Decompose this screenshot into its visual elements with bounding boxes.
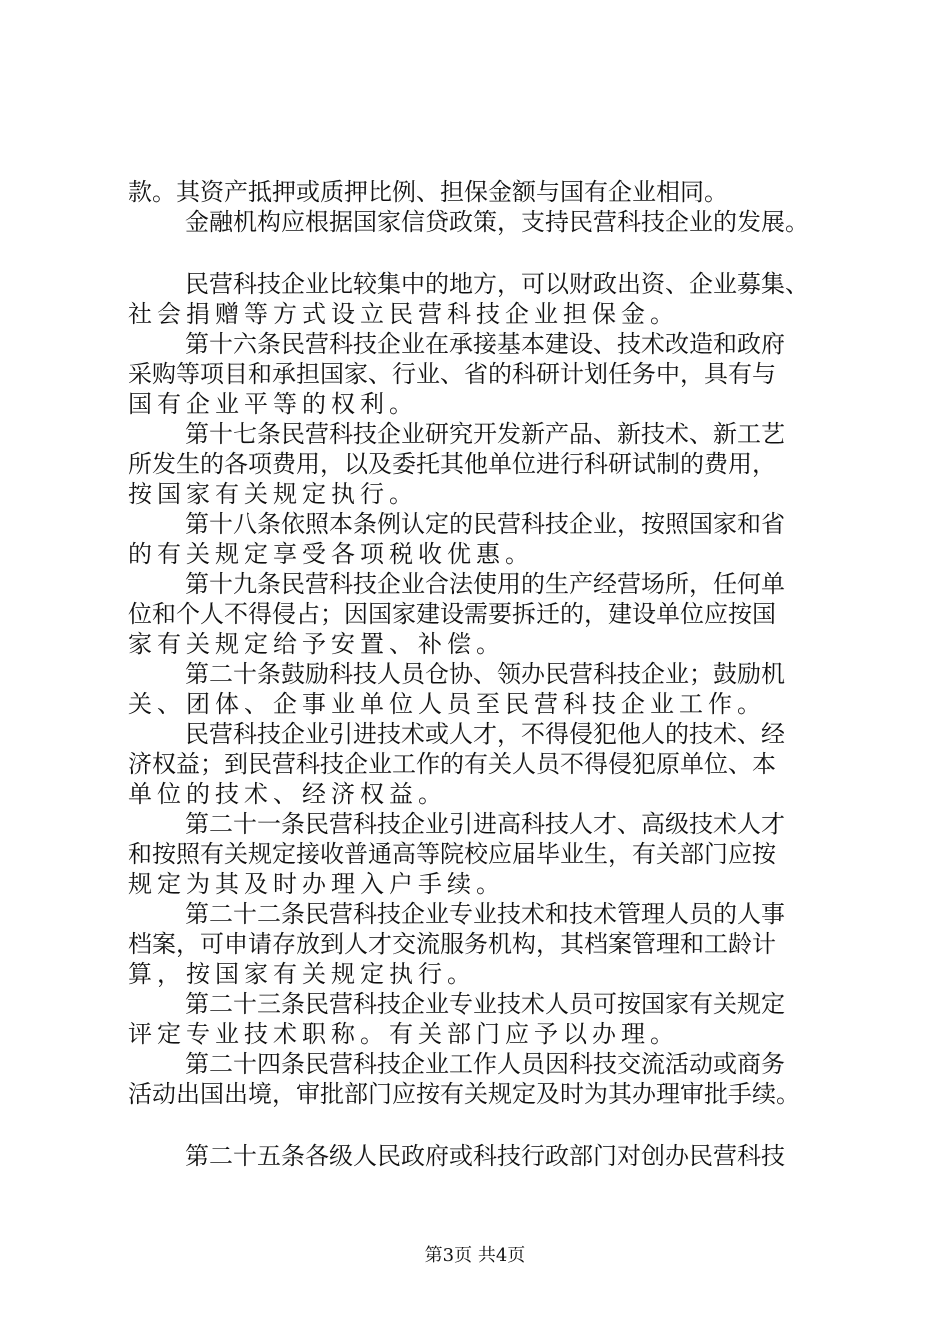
text-line: 关、团体、企事业单位人员至民营科技企业工作。 (128, 690, 766, 718)
text-line: 第二十一条民营科技企业引进高科技人才、高级技术人才 (185, 810, 785, 838)
text-line: 民营科技企业比较集中的地方，可以财政出资、企业募集、 (185, 270, 809, 298)
text-line: 档案，可申请存放到人才交流服务机构，其档案管理和工龄计 (128, 930, 776, 958)
text-line: 社会捐赠等方式设立民营科技企业担保金。 (128, 300, 679, 328)
text-line: 国有企业平等的权利。 (128, 390, 418, 418)
text-line: 第十八条依照本条例认定的民营科技企业，按照国家和省 (185, 510, 785, 538)
text-line: 按国家有关规定执行。 (128, 480, 418, 508)
text-line: 第二十四条民营科技企业工作人员因科技交流活动或商务 (185, 1050, 785, 1078)
text-line: 第二十条鼓励科技人员仓协、领办民营科技企业；鼓励机 (185, 660, 785, 688)
text-line: 和按照有关规定接收普通高等院校应届毕业生，有关部门应按 (128, 840, 776, 868)
text-line: 第十七条民营科技企业研究开发新产品、新技术、新工艺 (185, 420, 785, 448)
text-line: 第十六条民营科技企业在承接基本建设、技术改造和政府 (185, 330, 785, 358)
text-line: 采购等项目和承担国家、行业、省的科研计划任务中，具有与 (128, 360, 776, 388)
page-footer: 第3页 共4页 (424, 1245, 526, 1266)
text-line: 的有关规定享受各项税收优惠。 (128, 540, 534, 568)
text-line: 第二十二条民营科技企业专业技术和技术管理人员的人事 (185, 900, 785, 928)
text-line: 位和个人不得侵占；因国家建设需要拆迁的，建设单位应按国 (128, 600, 776, 628)
text-line: 第十九条民营科技企业合法使用的生产经营场所，任何单 (185, 570, 785, 598)
text-line: 家有关规定给予安置、补偿。 (128, 630, 505, 658)
text-line: 金融机构应根据国家信贷政策，支持民营科技企业的发展。 (185, 208, 809, 236)
text-line: 款。其资产抵押或质押比例、担保金额与国有企业相同。 (128, 178, 728, 206)
text-line: 算，按国家有关规定执行。 (128, 960, 476, 988)
text-line: 单位的技术、经济权益。 (128, 780, 447, 808)
text-line: 民营科技企业引进技术或人才，不得侵犯他人的技术、经 (185, 720, 785, 748)
text-line: 第二十三条民营科技企业专业技术人员可按国家有关规定 (185, 990, 785, 1018)
text-line: 规定为其及时办理入户手续。 (128, 870, 505, 898)
text-line: 评定专业技术职称。有关部门应予以办理。 (128, 1020, 679, 1048)
text-line: 活动出国出境，审批部门应按有关规定及时为其办理审批手续。 (128, 1080, 800, 1108)
text-line: 济权益；到民营科技企业工作的有关人员不得侵犯原单位、本 (128, 750, 776, 778)
text-line: 第二十五条各级人民政府或科技行政部门对创办民营科技 (185, 1142, 785, 1170)
text-line: 所发生的各项费用，以及委托其他单位进行科研试制的费用， (128, 450, 776, 478)
